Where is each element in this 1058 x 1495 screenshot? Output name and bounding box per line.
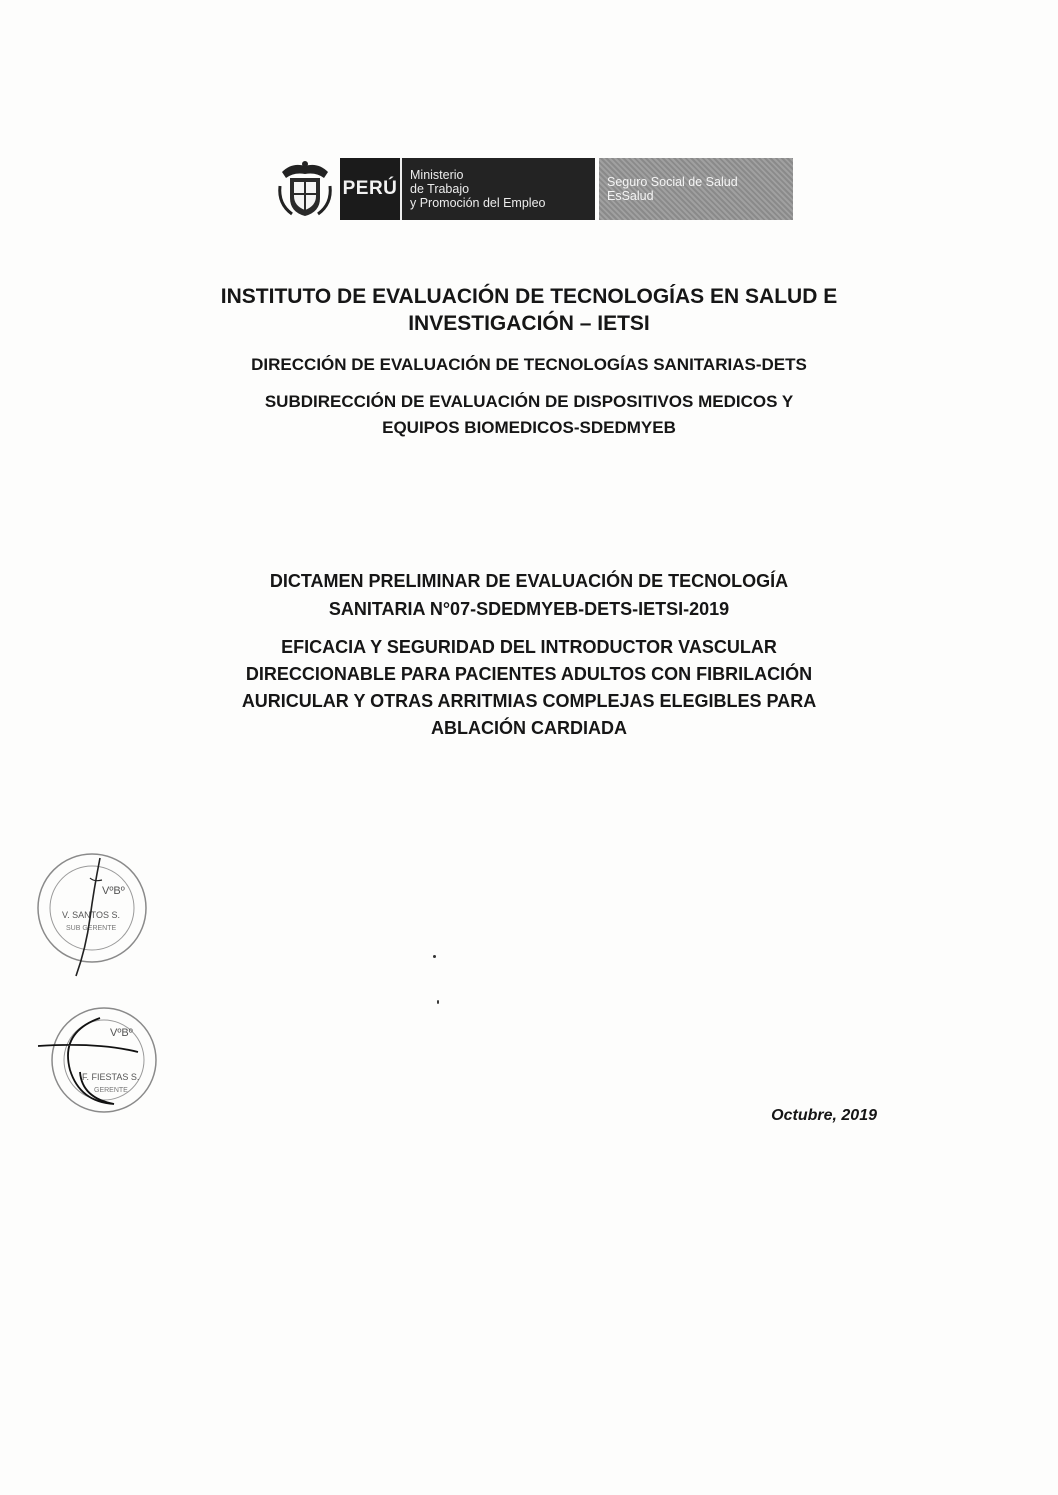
approval-stamp [30,1002,170,1120]
subject-line: AURICULAR Y OTRAS ARRITMIAS COMPLEJAS ELEGIBLES PARA [241,691,817,711]
ministry-line: de Trabajo [410,182,470,196]
subject-title [120,634,938,742]
subject-line: EFICACIA Y SEGURIDAD DEL INTRODUCTOR VASCULAR [281,637,777,657]
subdirection-title [120,389,938,441]
approval-stamp [30,838,160,978]
subdirection-line: EQUIPOS BIOMEDICOS-SDEDMYEB [382,418,676,437]
document-date: Octubre, 2019 [771,1107,877,1124]
subdirection-line: SUBDIRECCIÓN DE EVALUACIÓN DE DISPOSITIVOS MEDICOS Y [264,392,794,411]
direction-title: DIRECCIÓN DE EVALUACIÓN DE TECNOLOGÍAS SANITARIAS-DETS [251,355,807,374]
stamp-role: SUB GERENTE [66,925,117,932]
government-logo-band [276,158,793,220]
agency-line: EsSalud [607,189,654,203]
institution-line: INSTITUTO DE EVALUACIÓN DE TECNOLOGÍAS EN SALUD E [220,285,838,308]
dictamen-title [120,567,938,623]
ministry-label [400,158,595,220]
ministry-line: Ministerio [410,168,464,182]
country-label: PERÚ [340,158,400,220]
subject-line: DIRECCIONABLE PARA PACIENTES ADULTOS CON FIBRILACIÓN [245,664,813,684]
stamp-name: V. SANTOS S. [62,910,121,920]
dictamen-line: SANITARIA N°07-SDEDMYEB-DETS-IETSI-2019 [328,599,730,619]
stamp-role: GERENTE [94,1087,128,1094]
dictamen-line: DICTAMEN PRELIMINAR DE EVALUACIÓN DE TECNOLOGÍA [269,571,789,591]
peru-coat-of-arms-icon [276,158,334,220]
scan-speck [437,1000,439,1004]
agency-line: Seguro Social de Salud [607,175,738,189]
agency-label [599,158,793,220]
stamp-mark: VºBº [102,885,125,897]
institution-title [120,283,938,337]
institution-line: INVESTIGACIÓN – IETSI [408,312,650,335]
ministry-line: y Promoción del Empleo [410,196,546,210]
subject-line: ABLACIÓN CARDIADA [431,718,627,738]
scan-speck [433,955,436,958]
stamp-name: F. FIESTAS S. [82,1072,140,1082]
stamp-mark: VºBº [110,1027,133,1039]
